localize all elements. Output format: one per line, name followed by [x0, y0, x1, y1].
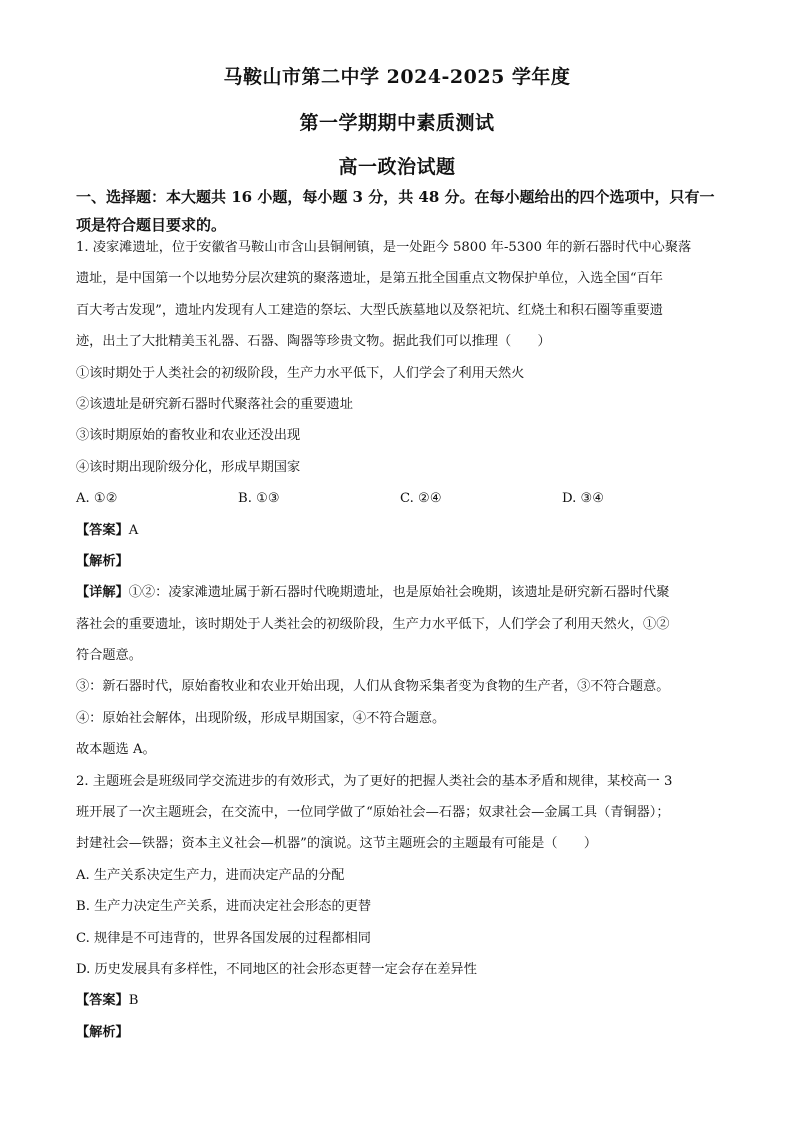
q1-detail-line: 落社会的重要遗址，该时期处于人类社会的初级阶段，生产力水平低下，人们学会了利用天然火，①② — [76, 616, 670, 632]
detail-tag: 【详解】 — [76, 585, 129, 601]
analysis-tag: 【解析】 — [76, 553, 129, 569]
q1-detail-line: 符合题意。 — [76, 648, 142, 664]
document-title-exam: 第一学期期中素质测试 — [299, 112, 495, 134]
q1-option-a: A. ①② — [76, 491, 118, 507]
q1-statement: ③该时期原始的畜牧业和农业还没出现 — [76, 428, 301, 444]
q1-stem-line: 1. 凌家滩遗址，位于安徽省马鞍山市含山县铜闸镇，是一处距今 5800 年-5300 年的新石器时代中心聚落 — [76, 240, 692, 255]
q2-analysis — [76, 1017, 724, 1048]
answer-tag: 【答案】 — [76, 993, 129, 1009]
q1-statement: ①该时期处于人类社会的初级阶段，生产力水平低下，人们学会了利用天然火 — [76, 365, 525, 381]
q1-option-b: B. ①③ — [238, 491, 280, 507]
q1-option-d: D. ③④ — [562, 491, 605, 507]
q1-analysis — [76, 546, 724, 577]
q1-statement: ②该遗址是研究新石器时代聚落社会的重要遗址 — [76, 396, 353, 412]
q2-stem-line: 班开展了一次主题班会，在交流中，一位同学做了“原始社会—石器；奴隶社会—金属工具（青铜器）； — [76, 805, 670, 821]
document-title-school: 马鞍山市第二中学 2024-2025 学年度 — [223, 66, 571, 88]
q2-option-d: D. 历史发展具有多样性，不同地区的社会形态更替一定会存在差异性 — [76, 961, 477, 977]
q2-stem-line: 封建社会—铁器；资本主义社会—机器”的演说。这节主题班会的主题最有可能是（ ） — [76, 836, 598, 852]
q2-option-a: A. 生产关系决定生产力，进而决定产品的分配 — [76, 867, 345, 883]
q1-detail-line: ③：新石器时代，原始畜牧业和农业开始出现，人们从食物采集者变为食物的生产者，③不符合题意。 — [76, 679, 670, 695]
q2-answer — [76, 985, 724, 1016]
q2-option-b: B. 生产力决定生产关系，进而决定社会形态的更替 — [76, 899, 372, 915]
q1-detail-line: 故本题选 A。 — [76, 742, 156, 758]
answer-value: A — [128, 522, 139, 538]
document-title-subject: 高一政治试题 — [338, 156, 456, 178]
q1-detail-line: 【详解】①②：凌家滩遗址属于新石器时代晚期遗址，也是原始社会晚期，该遗址是研究新石器时代聚 — [76, 585, 670, 601]
q1-stem-line: 遗址，是中国第一个以地势分层次建筑的聚落遗址，是第五批全国重点文物保护单位，入选全国“百年 — [76, 271, 663, 287]
q1-option-c: C. ②④ — [400, 491, 442, 507]
q1-stem-line: 迹，出土了大批精美玉礼器、石器、陶器等珍贵文物。据此我们可以推理（ ） — [76, 334, 551, 350]
q1-statement: ④该时期出现阶级分化，形成早期国家 — [76, 459, 301, 475]
answer-value: B — [128, 993, 139, 1009]
q1-stem-line: 百大考古发现”，遗址内发现有人工建造的祭坛、大型氏族墓地以及祭祀坑、红烧土和积石圈等重要遗 — [76, 302, 663, 318]
answer-tag: 【答案】 — [76, 522, 129, 538]
q1-options — [76, 483, 724, 514]
question-1 — [76, 232, 724, 1048]
q1-detail-line: ④：原始社会解体，出现阶级，形成早期国家，④不符合题意。 — [76, 710, 446, 726]
analysis-tag: 【解析】 — [76, 1024, 129, 1040]
section-heading-choice: 一、选择题：本大题共 16 小题，每小题 3 分，共 48 分。在每小题给出的四个选项中，只有一项是符合题目要求的。 — [76, 188, 715, 234]
q2-option-c: C. 规律是不可违背的，世界各国发展的过程都相同 — [76, 930, 371, 946]
q1-answer — [76, 515, 724, 546]
q2-stem-line: 2. 主题班会是班级同学交流进步的有效形式，为了更好的把握人类社会的基本矛盾和规律，某校高一 3 — [76, 773, 673, 789]
